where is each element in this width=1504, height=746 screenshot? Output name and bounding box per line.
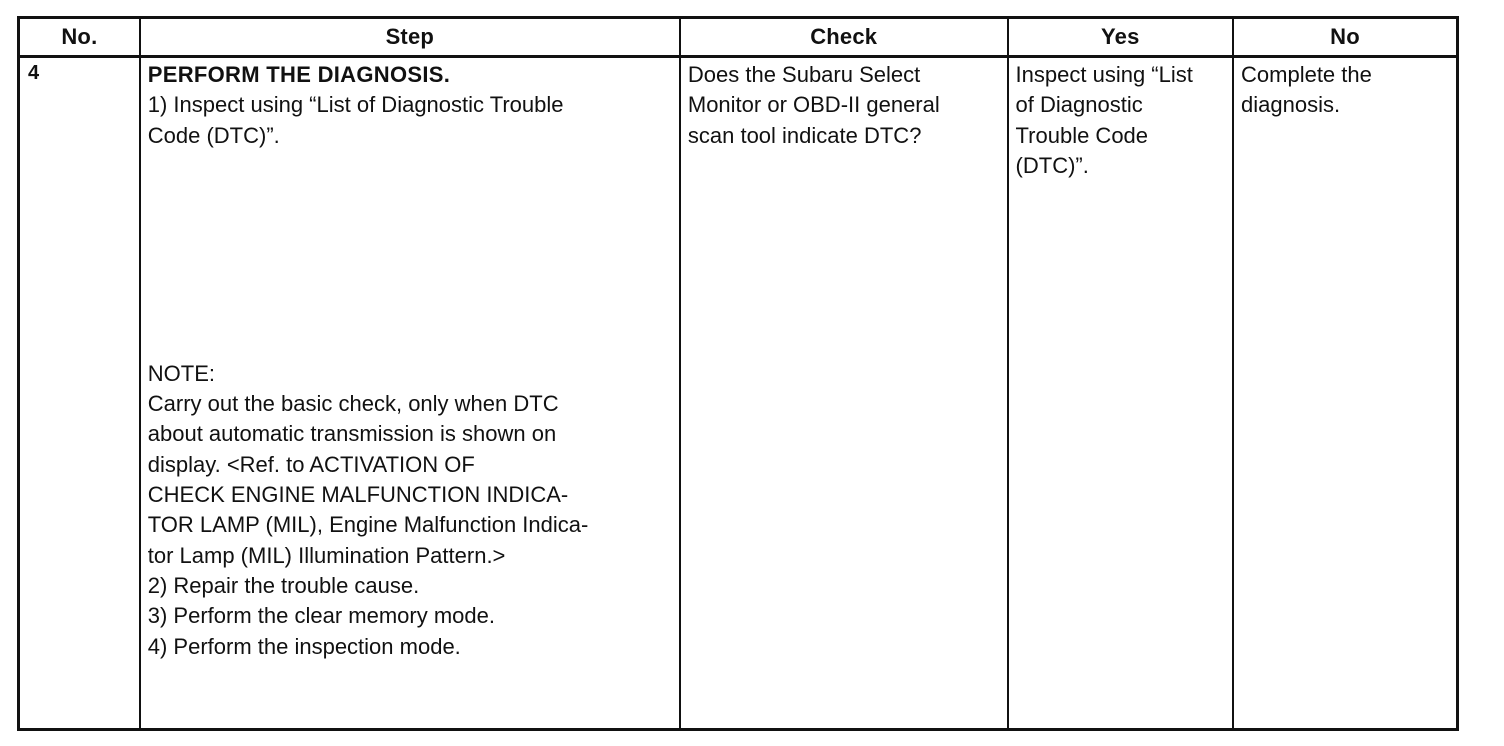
note-line: display. <Ref. to ACTIVATION OF bbox=[147, 451, 475, 477]
header-no-result: No bbox=[1233, 18, 1457, 57]
step-number: 4 bbox=[28, 62, 40, 84]
step-cell bbox=[140, 57, 680, 730]
yes-line: of Diagnostic bbox=[1015, 92, 1143, 118]
step-instruction-line: 1) Inspect using “List of Diagnostic Trouble bbox=[147, 92, 564, 118]
note-line: Carry out the basic check, only when DTC bbox=[147, 391, 559, 417]
note-line: about automatic transmission is shown on bbox=[147, 421, 557, 447]
no-line: Complete the bbox=[1241, 62, 1372, 87]
check-line: Does the Subaru Select bbox=[687, 62, 921, 87]
yes-line: (DTC)”. bbox=[1015, 152, 1089, 178]
note-line: tor Lamp (MIL) Illumination Pattern.> bbox=[147, 542, 506, 568]
note-line: CHECK ENGINE MALFUNCTION INDICA- bbox=[147, 482, 569, 508]
step-instruction-line: Code (DTC)”. bbox=[147, 122, 280, 148]
note-line: TOR LAMP (MIL), Engine Malfunction Indica- bbox=[147, 512, 589, 538]
yes-cell bbox=[1008, 57, 1233, 730]
followup-step: 2) Repair the trouble cause. bbox=[147, 572, 420, 598]
followup-step: 3) Perform the clear memory mode. bbox=[147, 603, 495, 629]
check-line: scan tool indicate DTC? bbox=[687, 122, 922, 148]
header-row bbox=[19, 18, 1458, 57]
note-block bbox=[148, 359, 673, 662]
header-no: No. bbox=[19, 18, 140, 57]
header-yes: Yes bbox=[1008, 18, 1233, 57]
yes-line: Trouble Code bbox=[1015, 122, 1149, 148]
check-line: Monitor or OBD-II general bbox=[687, 92, 940, 118]
step-number-cell bbox=[19, 57, 140, 730]
no-cell bbox=[1233, 57, 1457, 730]
diagnosis-table bbox=[17, 16, 1459, 731]
step-title: PERFORM THE DIAGNOSIS. bbox=[147, 62, 451, 87]
check-cell bbox=[680, 57, 1008, 730]
yes-line: Inspect using “List bbox=[1015, 62, 1193, 87]
followup-step: 4) Perform the inspection mode. bbox=[147, 633, 461, 659]
header-check: Check bbox=[680, 18, 1008, 57]
header-step: Step bbox=[140, 18, 680, 57]
note-label: NOTE: bbox=[147, 360, 215, 386]
no-line: diagnosis. bbox=[1241, 92, 1341, 118]
table-row bbox=[19, 57, 1458, 730]
